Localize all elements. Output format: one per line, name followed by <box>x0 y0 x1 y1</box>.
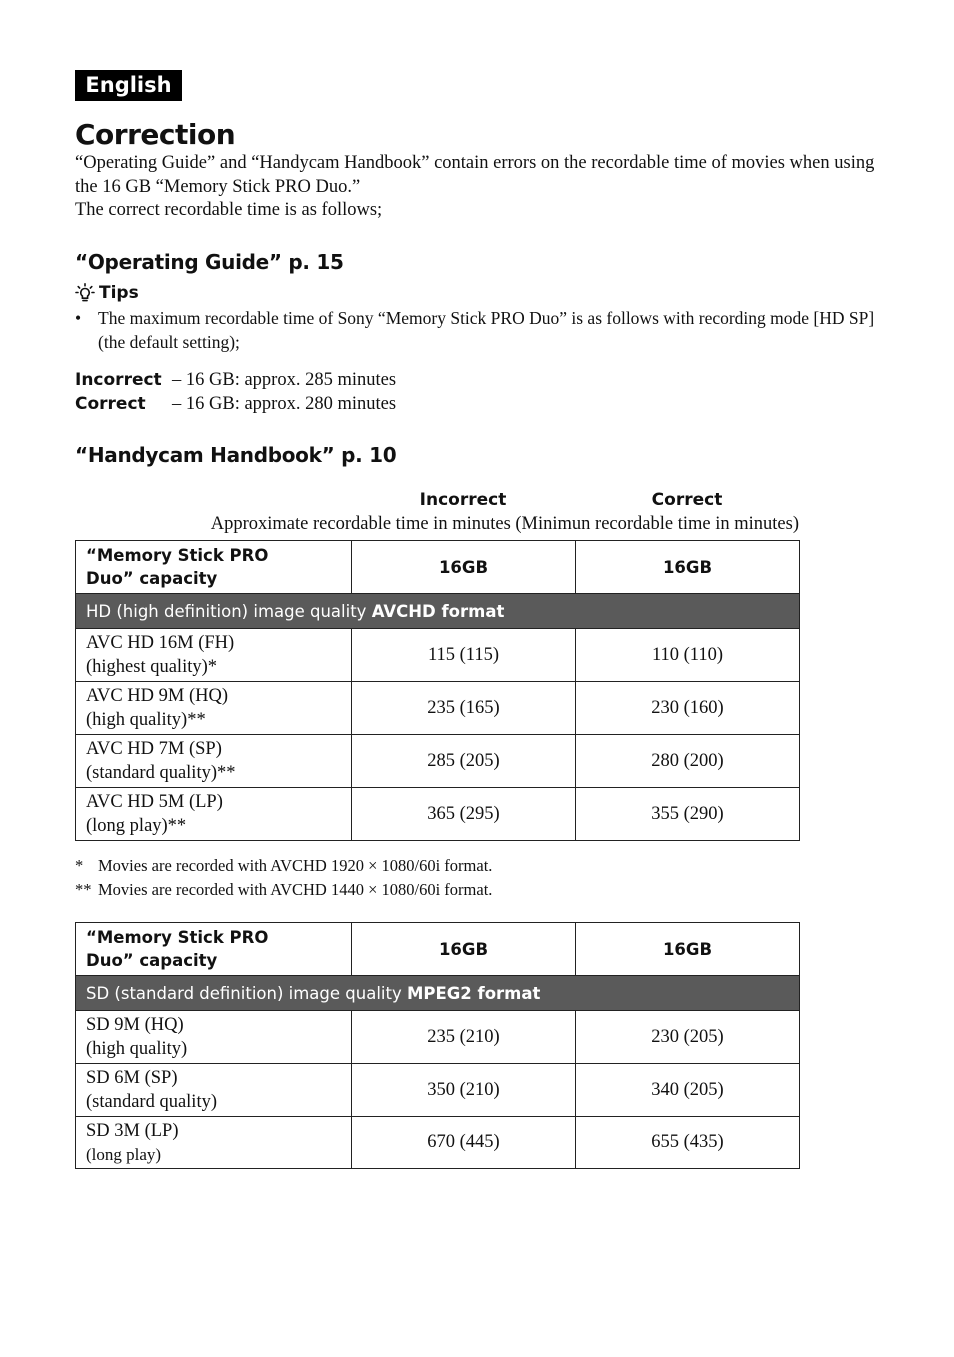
incorrect-cell: 365 (295) <box>352 788 576 841</box>
table-row <box>76 1011 800 1064</box>
sd-format-band: SD (standard definition) image quality MPEG2 format <box>76 976 800 1011</box>
capacity-incorrect-header: 16GB <box>352 541 576 594</box>
lightbulb-icon <box>75 283 95 303</box>
page-title: Correction <box>75 118 236 151</box>
tips-heading <box>75 283 139 303</box>
correct-cell: 340 (205) <box>576 1064 800 1117</box>
incorrect-cell: 115 (115) <box>352 629 576 682</box>
correct-cell: 355 (290) <box>576 788 800 841</box>
hd-format-band: HD (high definition) image quality AVCHD format <box>76 594 800 629</box>
row-label: AVC HD 9M (HQ) (high quality)** <box>76 682 352 735</box>
incorrect-value: – 16 GB: approx. 285 minutes <box>172 370 397 390</box>
correct-cell: 655 (435) <box>576 1117 800 1169</box>
capacity-incorrect-header: 16GB <box>352 923 576 976</box>
table-row <box>76 788 800 841</box>
handbook-heading: “Handycam Handbook” p. 10 <box>75 443 397 467</box>
hd-table <box>75 540 800 841</box>
table-row <box>76 629 800 682</box>
correct-value: – 16 GB: approx. 280 minutes <box>172 394 397 414</box>
incorrect-label: Incorrect <box>75 370 162 390</box>
intro-line-2: The correct recordable time is as follows; <box>75 200 383 220</box>
incorrect-cell: 235 (165) <box>352 682 576 735</box>
correct-label: Correct <box>75 394 146 414</box>
capacity-header: “Memory Stick PRO Duo” capacity <box>76 541 352 594</box>
sd-table <box>75 922 800 1169</box>
correct-cell: 230 (205) <box>576 1011 800 1064</box>
row-label: AVC HD 16M (FH) (highest quality)* <box>76 629 352 682</box>
correct-row <box>75 393 396 415</box>
footnote-2: ** Movies are recorded with AVCHD 1440 × 1080/60i format. <box>75 880 493 899</box>
approx-note: Approximate recordable time in minutes (Minimun recordable time in minutes) <box>210 514 799 534</box>
correct-cell: 110 (110) <box>576 629 800 682</box>
incorrect-cell: 350 (210) <box>352 1064 576 1117</box>
tips-label: Tips <box>99 283 139 303</box>
table-header-row <box>76 923 800 976</box>
capacity-correct-header: 16GB <box>576 541 800 594</box>
tips-bullet-text: The maximum recordable time of Sony “Memory Stick PRO Duo” is as follows with recording mode [HD SP] (the default setting); <box>98 308 875 352</box>
table-row <box>76 1064 800 1117</box>
incorrect-cell: 235 (210) <box>352 1011 576 1064</box>
bullet-dot: • <box>75 308 82 328</box>
table-row <box>76 735 800 788</box>
operating-guide-heading: “Operating Guide” p. 15 <box>75 250 344 274</box>
column-header-correct: Correct <box>651 490 723 510</box>
incorrect-cell: 670 (445) <box>352 1117 576 1169</box>
capacity-header: “Memory Stick PRO Duo” capacity <box>76 923 352 976</box>
tips-bullet <box>75 306 885 354</box>
row-label: SD 6M (SP) (standard quality) <box>76 1064 352 1117</box>
correct-cell: 280 (200) <box>576 735 800 788</box>
row-label: AVC HD 7M (SP) (standard quality)** <box>76 735 352 788</box>
correct-cell: 230 (160) <box>576 682 800 735</box>
intro-line-1: “Operating Guide” and “Handycam Handbook” contain errors on the recordable time of movies when using the 16 GB “Memory Stick PRO Duo.” <box>75 153 875 197</box>
incorrect-row <box>75 369 396 391</box>
language-tab: English <box>75 70 182 101</box>
intro-text <box>75 152 885 223</box>
row-label: AVC HD 5M (LP) (long play)** <box>76 788 352 841</box>
incorrect-cell: 285 (205) <box>352 735 576 788</box>
footnote-1: * Movies are recorded with AVCHD 1920 × 1080/60i format. <box>75 856 493 875</box>
table-row <box>76 682 800 735</box>
row-label: SD 3M (LP) (long play) <box>76 1117 352 1169</box>
table-header-row <box>76 541 800 594</box>
row-label: SD 9M (HQ) (high quality) <box>76 1011 352 1064</box>
capacity-correct-header: 16GB <box>576 923 800 976</box>
column-header-incorrect: Incorrect <box>419 490 507 510</box>
table-row <box>76 1117 800 1169</box>
